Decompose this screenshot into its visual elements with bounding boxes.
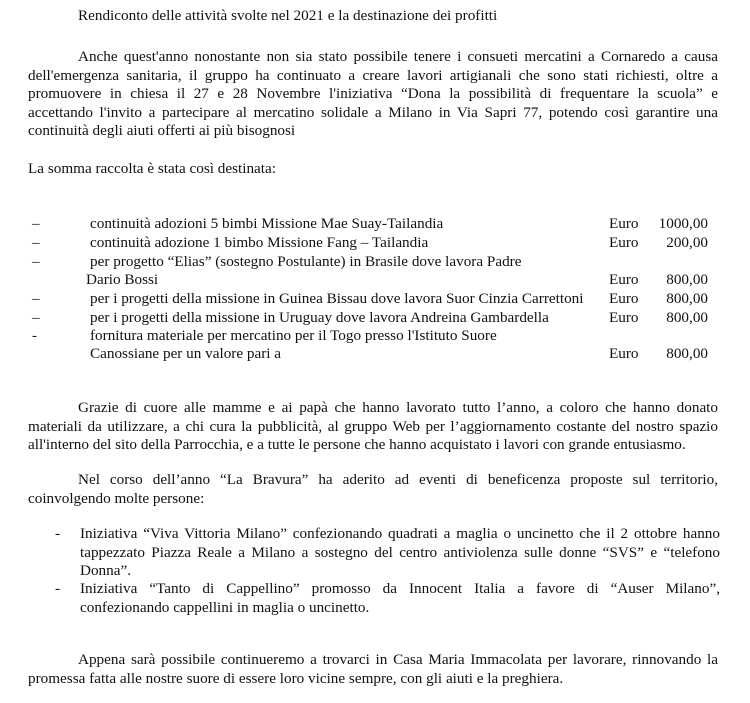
allocation-amount: 200,00 [666,234,708,251]
allocation-description: fornitura materiale per mercatino per il Togo presso l'Istituto Suore [90,327,497,344]
intro-paragraph [28,48,718,141]
closing-paragraph [28,651,718,688]
allocation-amount: 1000,00 [658,215,708,232]
allocation-row [28,234,718,252]
allocation-description: Canossiane per un valore pari a [90,345,282,362]
allocation-row [28,271,718,289]
allocation-row [28,290,718,308]
thanks-paragraph [28,399,718,455]
event-line: tappezzato Piazza Reale a Milano a sostegno del centro antiviolenza sulle donne “SVS” e “telefono [80,543,720,561]
allocation-currency: Euro [609,309,639,326]
intro-line: accettando l'invito a partecipare al mercatino solidale a Milano in Via Sapri 77, potendo così garantire una [28,103,718,121]
allocation-row [28,253,718,271]
allocation-description: per i progetti della missione in Guinea Bissau dove lavora Suor Cinzia Carrettoni [90,290,584,307]
event-line: confezionando cappellini in maglia o uncinetto. [80,598,370,616]
document-title: Rendiconto delle attività svolte nel 2021 e la destinazione dei profitti [78,7,498,24]
intro-line: continuità degli aiuti offerti ai più bisognosi [28,122,296,139]
allocation-currency: Euro [609,345,639,362]
allocation-description: continuità adozioni 5 bimbi Missione Mae Suay-Tailandia [90,215,444,232]
allocation-row [28,309,718,327]
bullet-dash: - [55,525,61,542]
allocation-amount: 800,00 [666,271,708,288]
intro-line: dell'emergenza sanitaria, il gruppo ha continuato a creare lavori artigianali che sono stati richiesti, oltre a [28,66,718,84]
allocation-description: per progetto “Elias” (sostegno Postulante) in Brasile dove lavora Padre [90,253,522,270]
list-dash: – [32,309,40,326]
event-line: Iniziativa “Tanto di Cappellino” promosso da Innocent Italia a favore di “Auser Milano”, [80,580,720,597]
events-intro-line: coinvolgendo molte persone: [28,489,205,507]
allocation-currency: Euro [609,234,639,251]
bullet-dash: - [55,580,61,597]
allocation-row [28,327,718,345]
allocation-description: continuità adozione 1 bimbo Missione Fang – Tailandia [90,234,429,251]
allocation-amount: 800,00 [666,290,708,307]
list-dash: – [32,290,40,307]
list-dash: – [32,215,40,232]
list-dash: – [32,253,40,270]
event-line: Donna”. [80,562,132,579]
allocation-amount: 800,00 [666,345,708,362]
closing-line: Appena sarà possibile continueremo a trovarci in Casa Maria Immacolata per lavorare, rinnovando la [78,651,718,668]
thanks-line: all'interno del sito della Parrocchia, e a tutte le persone che hanno acquistato i lavori con grande entusiasmo. [28,436,686,453]
events-intro-line: Nel corso dell’anno “La Bravura” ha aderito ad eventi di beneficenza proposte sul territorio, [78,471,718,488]
closing-line: promessa fatta alle nostre suore di essere loro vicine sempre, con gli aiuti e la preghiera. [28,669,564,687]
allocation-currency: Euro [609,290,639,307]
allocation-currency: Euro [609,271,639,288]
allocation-row [28,215,718,233]
allocation-description: Dario Bossi [86,271,159,288]
intro-line: Anche quest'anno nonostante non sia stato possibile tenere i consueti mercatini a Cornaredo a causa [78,48,718,65]
allocation-amount: 800,00 [666,309,708,326]
thanks-line: Grazie di cuore alle mamme e ai papà che hanno lavorato tutto l’anno, a coloro che hanno donato [78,399,718,416]
event-line: Iniziativa “Viva Vittoria Milano” confezionando quadrati a maglia o uncinetto che il 2 ottobre hanno [80,525,720,542]
list-dash: – [32,234,40,251]
allocation-description: per i progetti della missione in Uruguay dove lavora Andreina Gambardella [90,309,549,326]
intro-line: promuovere in chiesa il 27 e 28 Novembre l'iniziativa “Dona la possibilità di frequentare la scuola” e [28,85,718,102]
allocation-currency: Euro [609,215,639,232]
events-intro-paragraph [28,471,718,508]
list-dash: - [32,327,38,344]
allocation-row [28,345,718,363]
thanks-line: materiali da utilizzare, a chi cura la pubblicità, al gruppo Web per l’aggiornamento costante del nostro spazio [28,417,718,435]
allocation-intro: La somma raccolta è stata così destinata: [28,160,276,177]
